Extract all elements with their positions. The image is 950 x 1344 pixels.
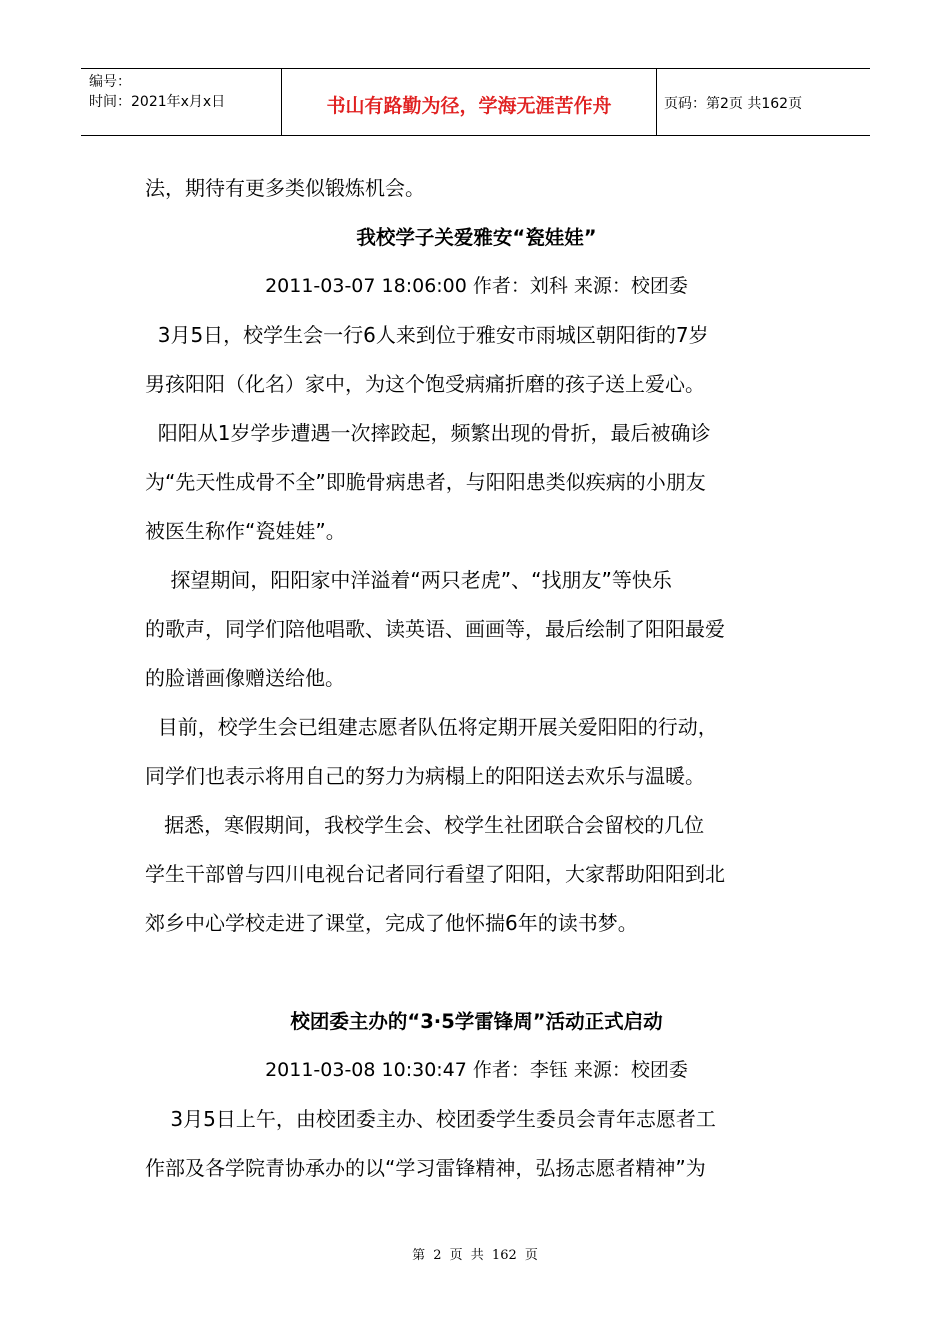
header-info-cell <box>81 69 282 135</box>
body-line: 据悉，寒假期间，我校学生会、校学生社团联合会留校的几位 <box>145 813 705 837</box>
header-page-info: 页码：第2页 共162页 <box>664 96 803 112</box>
document-number-label: 编号： <box>89 74 131 90</box>
body-line: 的歌声，同学们陪他唱歌、读英语、画画等，最后绘制了阳阳最爱 <box>145 617 725 641</box>
header-motto-cell <box>282 69 657 135</box>
body-line: 男孩阳阳（化名）家中，为这个饱受病痛折磨的孩子送上爱心。 <box>145 372 705 396</box>
header-motto: 书山有路勤为径，学海无涯苦作舟 <box>326 94 612 117</box>
article-title: 我校学子关爱雅安“瓷娃娃” <box>356 226 597 249</box>
body-line: 郊乡中心学校走进了课堂，完成了他怀揣6年的读书梦。 <box>145 911 638 935</box>
body-line: 同学们也表示将用自己的努力为病榻上的阳阳送去欢乐与温暖。 <box>145 764 705 788</box>
body-line: 阳阳从1岁学步遭遇一次摔跤起，频繁出现的骨折，最后被确诊 <box>145 421 711 445</box>
body-line: 法，期待有更多类似锻炼机会。 <box>145 176 425 200</box>
body-line: 目前，校学生会已组建志愿者队伍将定期开展关爱阳阳的行动， <box>145 715 718 739</box>
body-line: 的脸谱画像赠送给他。 <box>145 666 345 690</box>
document-body <box>145 164 808 1193</box>
body-line: 探望期间，阳阳家中洋溢着“两只老虎”、“找朋友”等快乐 <box>145 568 672 592</box>
header-table <box>81 68 870 136</box>
header-page-cell <box>657 69 870 135</box>
page-footer: 第 2 页 共 162 页 <box>412 1248 538 1263</box>
body-line: 被医生称作“瓷娃娃”。 <box>145 519 346 543</box>
body-line: 为“先天性成骨不全”即脆骨病患者，与阳阳患类似疾病的小朋友 <box>145 470 706 494</box>
paragraph-gap <box>145 948 808 997</box>
document-date-label: 时间：2021年x月x日 <box>89 94 226 110</box>
article-title: 校团委主办的“3·5学雷锋周”活动正式启动 <box>290 1010 663 1033</box>
body-line: 作部及各学院青协承办的以“学习雷锋精神，弘扬志愿者精神”为 <box>145 1156 706 1180</box>
body-line: 3月5日，校学生会一行6人来到位于雅安市雨城区朝阳街的7岁 <box>145 323 709 347</box>
article-meta: 2011-03-07 18:06:00 作者：刘科 来源：校团委 <box>265 275 688 297</box>
body-line: 3月5日上午，由校团委主办、校团委学生委员会青年志愿者工 <box>145 1107 716 1131</box>
article-meta: 2011-03-08 10:30:47 作者：李钰 来源：校团委 <box>265 1059 688 1081</box>
body-line: 学生干部曾与四川电视台记者同行看望了阳阳，大家帮助阳阳到北 <box>145 862 725 886</box>
